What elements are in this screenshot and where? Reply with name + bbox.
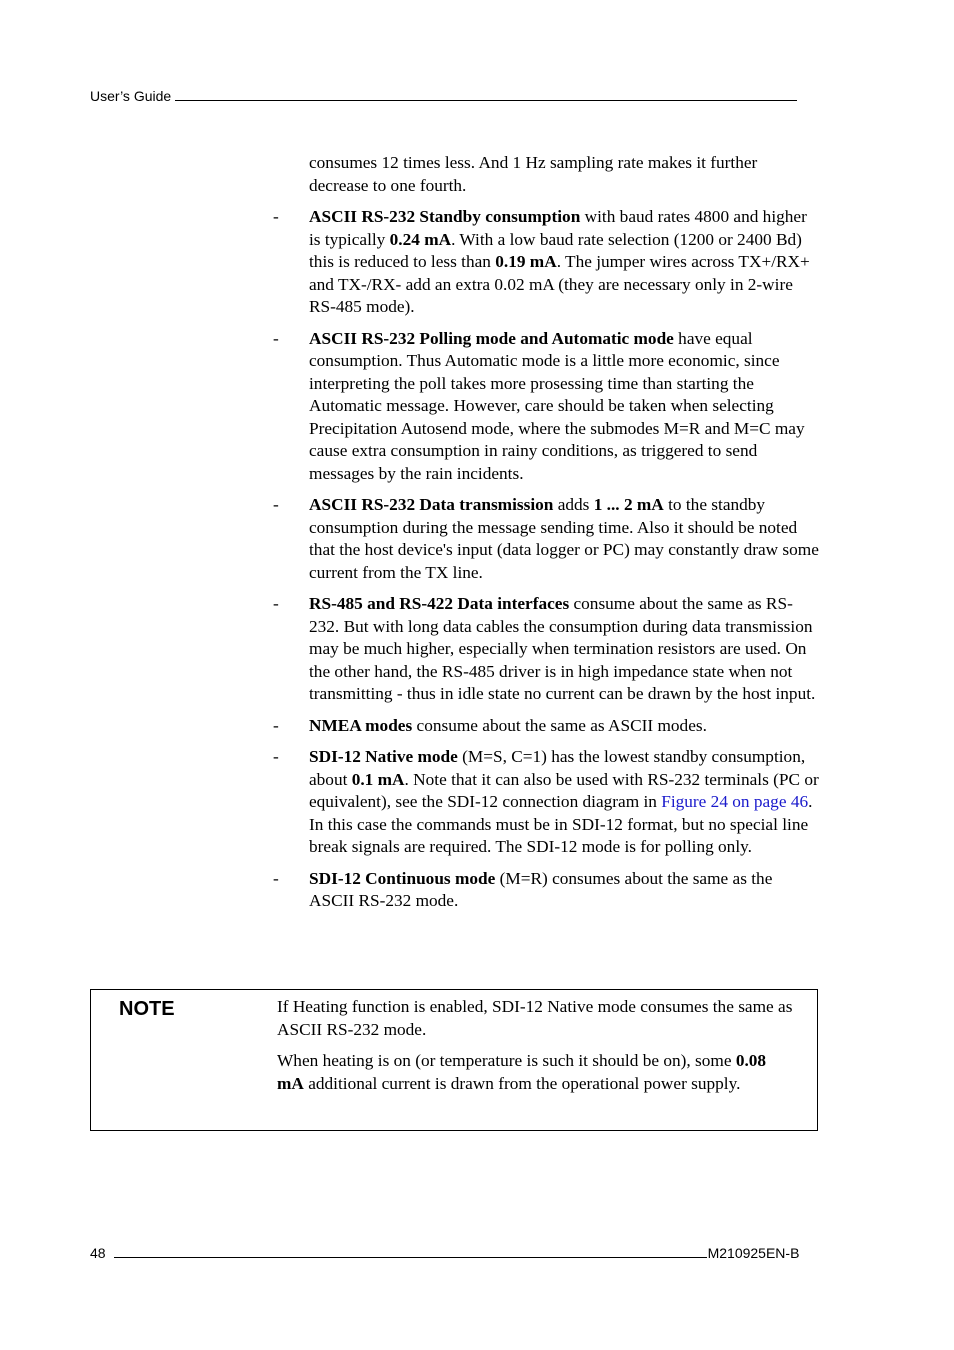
list-item-text bbox=[309, 868, 819, 913]
bullet-dash: - bbox=[273, 715, 279, 735]
list-item bbox=[273, 715, 819, 738]
list-item-text bbox=[309, 206, 819, 319]
list-item-text bbox=[309, 494, 819, 584]
note-label: NOTE bbox=[119, 998, 175, 1020]
text-run: (M=R) consumes about the same as the ASCII RS-232 mode. bbox=[309, 868, 773, 910]
list-item bbox=[273, 593, 819, 706]
text-run: consume about the same as ASCII modes. bbox=[412, 715, 707, 735]
bold-term: ASCII RS-232 Data transmission bbox=[309, 495, 554, 514]
bold-term: SDI-12 Native mode bbox=[309, 747, 458, 766]
list-item-text bbox=[309, 593, 819, 706]
page-footer bbox=[90, 1243, 818, 1261]
list-item bbox=[273, 206, 819, 319]
bold-term: ASCII RS-232 Standby consumption bbox=[309, 207, 581, 226]
list-item-text bbox=[309, 715, 819, 738]
text-run: consume about the same as RS-232. But with long data cables the consumption during data transmission may be much higher, especially when termination resistors are used. On the other hand, the RS-485 driver is in high impedance state when not transmitting - thus in idle state no current can be drawn by the host input. bbox=[309, 594, 816, 703]
header-title: User’s Guide bbox=[90, 88, 172, 104]
text-run: have equal consumption. Thus Automatic mode is a little more economic, since interpreting the poll takes more prosessing time than starting the Automatic message. However, care should be taken when selecting Precipitation Autosend mode, where the submodes M=R and M=C may cause extra consumption in rainy conditions, as triggered to send messages by the rain incidents. bbox=[309, 328, 805, 483]
list-item bbox=[273, 868, 819, 913]
intro-paragraph: consumes 12 times less. And 1 Hz sampling rate makes it further decrease to one fourth. bbox=[309, 153, 758, 195]
main-content bbox=[273, 152, 819, 922]
bold-term: SDI-12 Continuous mode bbox=[309, 868, 496, 888]
text-run: with baud rates 4800 and higher is typically bbox=[309, 207, 807, 249]
bold-value: 0.24 mA bbox=[389, 229, 452, 249]
text-run: . The jumper wires across TX+/RX+ and TX-/RX- add an extra 0.02 mA (they are necessary only in 2-wire RS-485 mode). bbox=[309, 252, 810, 316]
text-run: . Note that it can also be used with RS-232 terminals (PC or equivalent), see the SDI-12 connection diagram in bbox=[309, 769, 819, 811]
figure-reference-link[interactable]: Figure 24 on page 46 bbox=[661, 792, 809, 811]
bold-value: 0.08 mA bbox=[277, 1051, 767, 1093]
bullet-dash: - bbox=[273, 495, 279, 514]
text-run: (M=S, C=1) has the lowest standby consumption, about bbox=[309, 747, 806, 789]
bullet-dash: - bbox=[273, 594, 279, 613]
bullet-dash: - bbox=[273, 868, 279, 888]
note-body bbox=[277, 996, 797, 1104]
page-number: 48 bbox=[90, 1245, 106, 1261]
text-run: to the standby consumption during the message sending time. Also it should be noted that the host device's input (data logger or PC) may constantly draw some current from the TX line. bbox=[309, 495, 819, 582]
text-run: . With a low baud rate selection (1200 or 2400 Bd) this is reduced to less than bbox=[309, 229, 802, 271]
footer-rule bbox=[114, 1243, 707, 1258]
bold-term: ASCII RS-232 Polling mode and Automatic mode bbox=[309, 328, 674, 348]
text-run: additional current is drawn from the operational power supply. bbox=[303, 1073, 741, 1093]
list-item-text bbox=[309, 328, 819, 486]
document-id: M210925EN-B bbox=[707, 1245, 800, 1261]
list-item bbox=[273, 746, 819, 859]
bullet-dash: - bbox=[273, 747, 279, 766]
list-item-text bbox=[309, 746, 819, 859]
text-run: When heating is on (or temperature is such it should be on), some bbox=[277, 1051, 736, 1070]
bold-term: NMEA modes bbox=[309, 715, 413, 735]
bullet-dash: - bbox=[273, 328, 279, 348]
header-rule bbox=[175, 86, 797, 101]
note-paragraph: If Heating function is enabled, SDI-12 Native mode consumes the same as ASCII RS-232 mode. bbox=[277, 997, 793, 1039]
text-run: adds bbox=[553, 495, 594, 514]
bold-term: RS-485 and RS-422 Data interfaces bbox=[309, 594, 570, 613]
list-item bbox=[273, 328, 819, 486]
text-run: . In this case the commands must be in SDI-12 format, but no special line break signals are required. The SDI-12 mode is for polling only. bbox=[309, 792, 813, 856]
list-item bbox=[273, 494, 819, 584]
bold-value: 0.19 mA bbox=[495, 252, 557, 271]
note-box bbox=[90, 989, 818, 1131]
bullet-dash: - bbox=[273, 207, 279, 226]
bold-value: 1 ... 2 mA bbox=[593, 495, 664, 514]
note-paragraph bbox=[277, 1050, 797, 1095]
bold-value: 0.1 mA bbox=[351, 769, 405, 789]
page-header bbox=[90, 86, 810, 104]
